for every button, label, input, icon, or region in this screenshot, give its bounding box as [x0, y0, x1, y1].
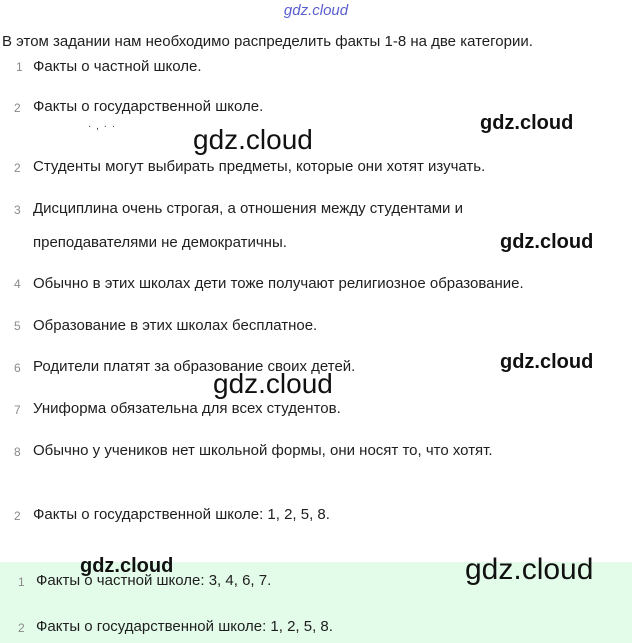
- answer-public-school: Факты о государственной школе: 1, 2, 5, 8.: [36, 618, 333, 635]
- fact-number: 2: [14, 161, 21, 175]
- category-number: 1: [16, 60, 23, 74]
- answer-partial: Факты о государственной школе: 1, 2, 5, 8.: [33, 506, 330, 523]
- watermark: gdz.cloud: [465, 553, 594, 586]
- fact-item: Обычно в этих школах дети тоже получают религиозное образование.: [33, 275, 524, 292]
- answer-number: 2: [14, 509, 21, 523]
- fact-number: 3: [14, 203, 21, 217]
- category-number: 2: [14, 101, 21, 115]
- watermark: gdz.cloud: [193, 124, 313, 155]
- top-watermark: gdz.cloud: [283, 2, 349, 19]
- category-public-school: Факты о государственной школе.: [33, 98, 264, 115]
- answer-number: 1: [18, 575, 25, 589]
- answer-number: 2: [18, 621, 25, 635]
- fact-item: Родители платят за образование своих детей.: [33, 358, 356, 375]
- cropped-text-fragment: · , · ·: [88, 121, 117, 132]
- category-private-school: Факты о частной школе.: [33, 58, 202, 75]
- task-intro: В этом задании нам необходимо распределить факты 1-8 на две категории.: [2, 33, 533, 50]
- answer-private-school: Факты о частной школе: 3, 4, 6, 7.: [36, 572, 272, 589]
- fact-item: Дисциплина очень строгая, а отношения между студентами и: [33, 200, 463, 217]
- fact-number: 5: [14, 319, 21, 333]
- fact-item: Обычно у учеников нет школьной формы, они носят то, что хотят.: [33, 442, 493, 459]
- fact-item: Образование в этих школах бесплатное.: [33, 317, 318, 334]
- watermark: gdz.cloud: [80, 555, 174, 577]
- watermark: gdz.cloud: [500, 351, 594, 373]
- fact-number: 8: [14, 445, 21, 459]
- fact-item: Униформа обязательна для всех студентов.: [33, 400, 341, 417]
- fact-item: Студенты могут выбирать предметы, которые они хотят изучать.: [33, 158, 486, 175]
- watermark: gdz.cloud: [480, 112, 574, 134]
- watermark: gdz.cloud: [500, 231, 594, 253]
- fact-item-continuation: преподавателями не демократичны.: [33, 234, 287, 251]
- fact-number: 7: [14, 403, 21, 417]
- watermark: gdz.cloud: [213, 368, 333, 399]
- fact-number: 4: [14, 277, 21, 291]
- fact-number: 6: [14, 361, 21, 375]
